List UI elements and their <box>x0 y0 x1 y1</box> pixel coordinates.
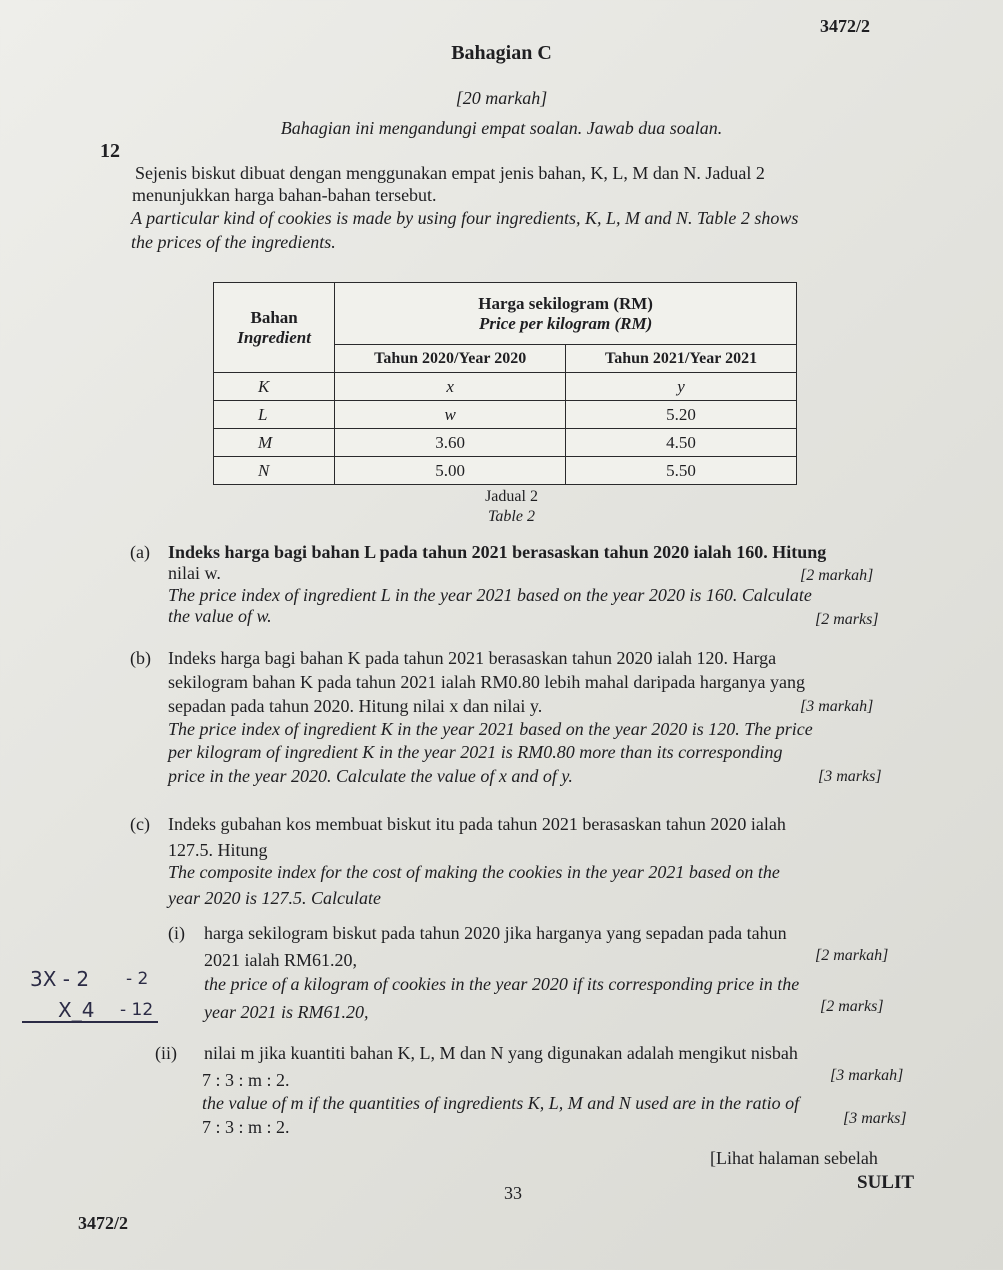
part-a-label: (a) <box>130 542 150 562</box>
part-c-ms-line1: Indeks gubahan kos membuat biskut itu pada tahun 2021 berasaskan tahun 2020 ialah <box>168 814 786 834</box>
part-c-i-mark-ms: [2 markah] <box>815 947 889 964</box>
part-c-ii-ms-line1: nilai m jika kuantiti bahan K, L, M dan N yang digunakan adalah mengikut nisbah <box>204 1043 798 1063</box>
part-b-label: (b) <box>130 648 151 668</box>
part-b-mark-en: [3 marks] <box>818 768 882 785</box>
cell-ingredient: N <box>214 457 335 485</box>
part-b-en-line3: price in the year 2020. Calculate the value of x and of y. <box>168 766 573 786</box>
part-c-ii-mark-en: [3 marks] <box>843 1110 907 1127</box>
part-b-en-line1: The price index of ingredient K in the year 2021 based on the year 2020 is 120. The price <box>168 719 813 739</box>
part-a-mark-en: [2 marks] <box>815 611 879 628</box>
handwriting-line2-a: X_4 <box>58 998 95 1022</box>
part-a-ms-line1: Indeks harga bagi bahan L pada tahun 2021 berasaskan tahun 2020 ialah 160. Hitung <box>168 542 827 562</box>
section-instruction: Bahagian ini mengandungi empat soalan. Jawab dua soalan. <box>280 118 723 138</box>
paper-code-top: 3472/2 <box>819 16 870 36</box>
part-b-ms-line2: sekilogram bahan K pada tahun 2021 ialah RM0.80 lebih mahal daripada harganya yang <box>168 672 805 692</box>
question-number: 12 <box>100 140 120 162</box>
part-c-en-line2: year 2020 is 127.5. Calculate <box>168 888 381 908</box>
part-c-ii-en-line2: 7 : 3 : m : 2. <box>202 1117 290 1137</box>
sulit-mark: SULIT <box>857 1172 915 1193</box>
part-a-mark-ms: [2 markah] <box>800 567 874 584</box>
cell-price-2021: y <box>566 373 797 401</box>
table-caption-ms: Jadual 2 <box>485 488 538 505</box>
part-c-i-mark-en: [2 marks] <box>820 998 884 1015</box>
part-c-i-en-line1: the price of a kilogram of cookies in the year 2020 if its corresponding price in the <box>204 974 800 994</box>
cell-price-2021: 5.20 <box>566 401 797 429</box>
handwriting-line2-b: - 12 <box>120 1000 154 1020</box>
cell-price-2020: 3.60 <box>335 429 566 457</box>
header-ingredient-ms: Bahan <box>250 307 298 327</box>
part-b-ms-line3: sepadan pada tahun 2020. Hitung nilai x dan nilai y. <box>168 696 543 716</box>
table-row <box>214 401 797 429</box>
part-c-ii-ms-line2: 7 : 3 : m : 2. <box>202 1070 290 1090</box>
header-ingredient <box>214 283 335 373</box>
part-a-en-line2: the value of w. <box>168 606 272 626</box>
page-number: 33 <box>504 1183 522 1203</box>
cell-ingredient: M <box>214 429 335 457</box>
part-c-i-ms-line1: harga sekilogram biskut pada tahun 2020 jika harganya yang sepadan pada tahun <box>204 923 787 943</box>
part-c-label: (c) <box>130 814 150 834</box>
header-price <box>335 283 797 345</box>
section-marks: [20 markah] <box>455 88 548 108</box>
paper-code-bottom: 3472/2 <box>78 1213 129 1233</box>
part-b-mark-ms: [3 markah] <box>800 698 874 715</box>
part-b-en-line2: per kilogram of ingredient K in the year 2021 is RM0.80 more than its corresponding <box>168 742 783 762</box>
cell-price-2021: 4.50 <box>566 429 797 457</box>
table-row <box>214 457 797 485</box>
header-ingredient-en: Ingredient <box>237 327 311 347</box>
intro-en-line1: A particular kind of cookies is made by using four ingredients, K, L, M and N. Table 2 shows <box>131 208 799 228</box>
ingredient-price-table <box>213 282 797 485</box>
cell-ingredient: L <box>214 401 335 429</box>
intro-ms-line2: menunjukkan harga bahan-bahan tersebut. <box>132 185 437 205</box>
section-title: Bahagian C <box>451 42 552 64</box>
handwriting-underline <box>22 1021 158 1023</box>
cell-ingredient: K <box>214 373 335 401</box>
part-a-en-line1: The price index of ingredient L in the year 2021 based on the year 2020 is 160. Calculate <box>168 585 812 605</box>
part-c-i-label: (i) <box>168 923 185 943</box>
part-c-ii-label: (ii) <box>155 1043 177 1063</box>
header-year-2021: Tahun 2021/Year 2021 <box>566 345 797 373</box>
header-price-en: Price per kilogram (RM) <box>478 313 653 333</box>
header-price-ms: Harga sekilogram (RM) <box>478 293 653 313</box>
intro-ms-line1: Sejenis biskut dibuat dengan menggunakan empat jenis bahan, K, L, M dan N. Jadual 2 <box>135 163 765 183</box>
handwriting-line1-a: 3X - 2 <box>30 967 90 991</box>
part-c-ii-en-line1: the value of m if the quantities of ingredients K, L, M and N used are in the ratio of <box>202 1093 800 1113</box>
intro-en-line2: the prices of the ingredients. <box>131 232 336 252</box>
part-c-i-en-line2: year 2021 is RM61.20, <box>204 1002 369 1022</box>
handwriting-line1-b: - 2 <box>126 969 149 989</box>
part-c-ii-mark-ms: [3 markah] <box>830 1067 904 1084</box>
turn-over-note: [Lihat halaman sebelah <box>710 1148 878 1168</box>
part-c-i-ms-line2: 2021 ialah RM61.20, <box>204 950 357 970</box>
table-row <box>214 429 797 457</box>
part-b-ms-line1: Indeks harga bagi bahan K pada tahun 2021 berasaskan tahun 2020 ialah 120. Harga <box>168 648 777 668</box>
header-year-2020: Tahun 2020/Year 2020 <box>335 345 566 373</box>
cell-price-2020: 5.00 <box>335 457 566 485</box>
cell-price-2020: w <box>335 401 566 429</box>
cell-price-2021: 5.50 <box>566 457 797 485</box>
table-caption-en: Table 2 <box>488 508 535 525</box>
part-a-ms-line2: nilai w. <box>168 563 221 583</box>
part-c-ms-line2: 127.5. Hitung <box>168 840 268 860</box>
cell-price-2020: x <box>335 373 566 401</box>
table-row <box>214 373 797 401</box>
part-c-en-line1: The composite index for the cost of making the cookies in the year 2021 based on the <box>168 862 780 882</box>
